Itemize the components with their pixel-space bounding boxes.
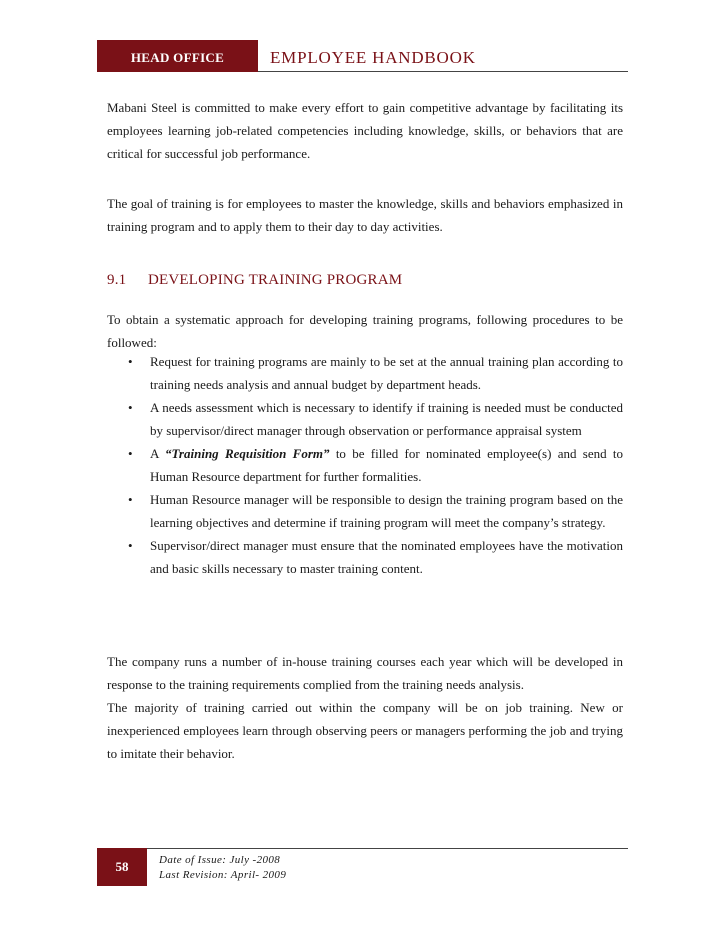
list-item-text: Request for training programs are mainly to be set at the annual training plan according to training needs analysis and annual budget by department heads.: [150, 354, 623, 392]
list-item: [107, 442, 623, 488]
bullet-icon: •: [128, 492, 133, 507]
procedure-list: [107, 350, 623, 580]
list-item-text: to be filled for nominated employee(s) and send to Human Resource department for further formalities.: [150, 446, 623, 484]
date-of-issue: Date of Issue: July -2008: [159, 854, 281, 866]
header-divider: [258, 71, 628, 72]
section-title: DEVELOPING TRAINING PROGRAM: [148, 272, 403, 288]
list-item-text: A needs assessment which is necessary to identify if training is needed must be conducted by supervisor/direct manager through observation or performance appraisal system: [150, 400, 623, 438]
list-item: [107, 350, 623, 396]
head-office-label: HEAD OFFICE: [97, 40, 258, 72]
closing-paragraph-1: The company runs a number of in-house training courses each year which will be developed in response to the training requirements complied from the training needs analysis.: [107, 654, 623, 692]
list-item: [107, 396, 623, 442]
list-item-prefix: A: [150, 446, 159, 461]
section-number: 9.1: [107, 272, 127, 288]
closing-paragraph-2: The majority of training carried out within the company will be on job training. New or inexperienced employees learn through observing peers or managers performing the job and trying to imitate their behavior.: [107, 700, 623, 761]
handbook-title: EMPLOYEE HANDBOOK: [270, 48, 476, 67]
footer-divider: [97, 848, 628, 849]
section-lead-paragraph: To obtain a systematic approach for developing training programs, following procedures to be followed:: [107, 312, 623, 350]
training-requisition-form-name: “Training Requisition Form”: [164, 446, 330, 461]
last-revision: Last Revision: April- 2009: [159, 869, 287, 881]
list-item-text: Supervisor/direct manager must ensure that the nominated employees have the motivation and basic skills necessary to master training content.: [150, 538, 623, 576]
bullet-icon: •: [128, 538, 133, 553]
intro-paragraph-2: The goal of training is for employees to master the knowledge, skills and behaviors emphasized in training program and to apply them to their day to day activities.: [107, 196, 623, 234]
bullet-icon: •: [128, 446, 133, 461]
page-header: [97, 40, 628, 72]
page-footer: [97, 848, 628, 888]
list-item: [107, 534, 623, 580]
revision-info: [159, 853, 286, 883]
bullet-icon: •: [128, 400, 133, 415]
list-item-text: Human Resource manager will be responsible to design the training program based on the learning objectives and determine if training program will meet the company’s strategy.: [150, 492, 623, 530]
list-item: [107, 488, 623, 534]
intro-paragraph-1: Mabani Steel is committed to make every effort to gain competitive advantage by facilitating its employees learning job-related competencies including knowledge, skills, or behaviors that are critical for successful job performance.: [107, 100, 623, 161]
section-heading: [107, 272, 402, 289]
bullet-icon: •: [128, 354, 133, 369]
page-number: 58: [97, 848, 147, 886]
